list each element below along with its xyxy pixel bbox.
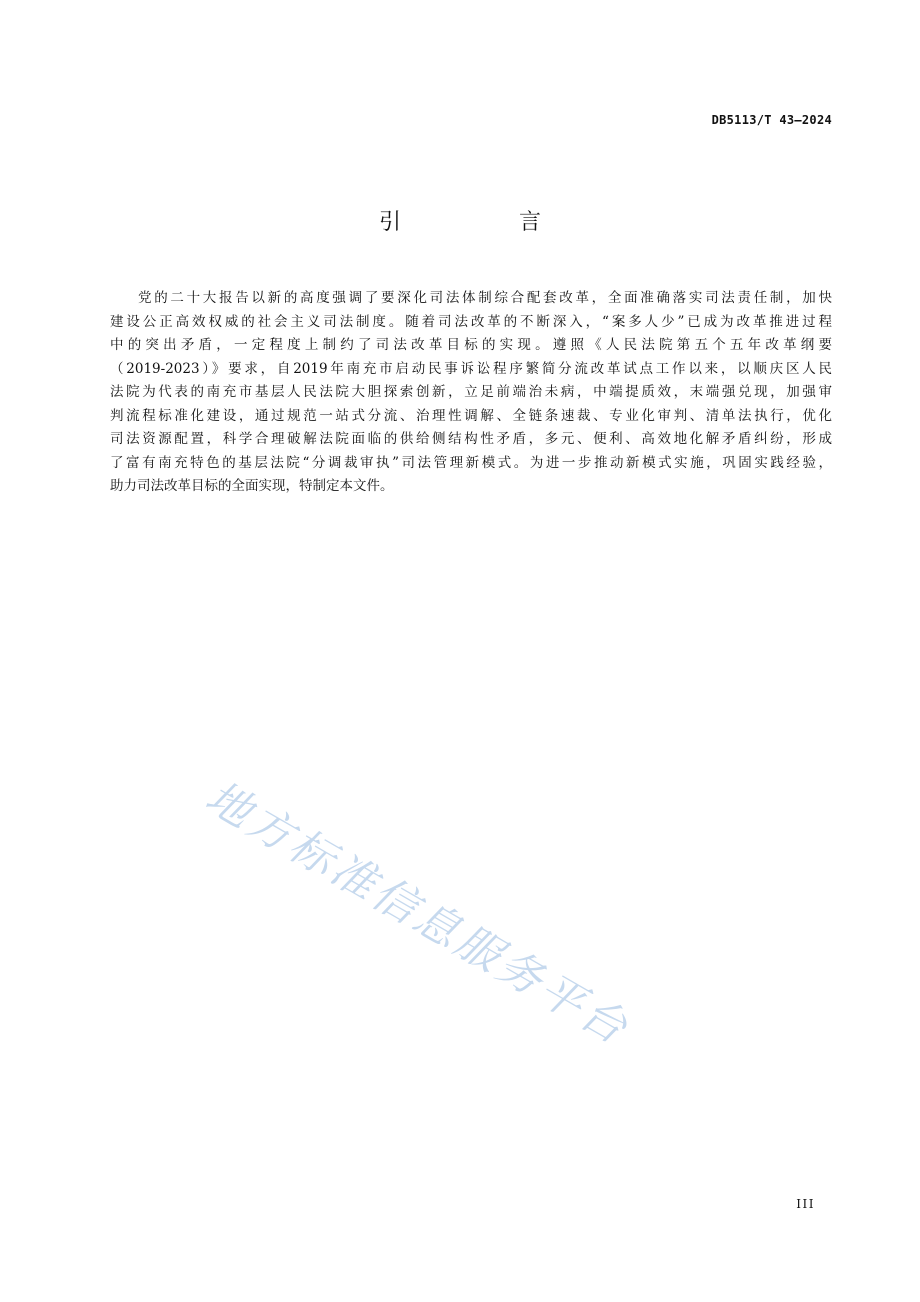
page-title: 引 言 <box>378 210 589 235</box>
paragraph-line: 建设公正高效权威的社会主义司法制度。随着司法改革的不断深入，“案多人少”已成为改革推进过程 <box>110 313 832 330</box>
paragraph-line: 司法资源配置，科学合理破解法院面临的供给侧结构性矛盾，多元、便利、高效地化解矛盾纠纷，形成 <box>110 431 832 447</box>
paragraph-line: 党的二十大报告以新的高度强调了要深化司法体制综合配套改革，全面准确落实司法责任制，加快 <box>138 290 832 306</box>
standard-code: DB5113/T 43—2024 <box>711 113 832 127</box>
paragraph-line: 判流程标准化建设，通过规范一站式分流、治理性调解、全链条速裁、专业化审判、清单法执行，优化 <box>110 407 832 424</box>
page-number: III <box>796 1197 815 1211</box>
paragraph-line: 了富有南充特色的基层法院“分调裁审执”司法管理新模式。为进一步推动新模式实施，巩固实践经验， <box>110 454 832 471</box>
watermark: 地方标准信息服务平台 <box>197 771 639 1056</box>
introduction-paragraph <box>110 287 832 499</box>
paragraph-line: 中的突出矛盾，一定程度上制约了司法改革目标的实现。遵照《人民法院第五个五年改革纲要 <box>110 337 832 353</box>
paragraph-line: 法院为代表的南充市基层人民法院大胆探索创新，立足前端治未病，中端提质效，末端强兑现，加强审 <box>110 384 832 400</box>
paragraph-line: （2019-2023）》要求，自2019年南充市启动民事诉讼程序繁简分流改革试点工作以来，以顺庆区人民 <box>110 360 832 377</box>
paragraph-line: 助力司法改革目标的全面实现，特制定本文件。 <box>110 478 394 494</box>
